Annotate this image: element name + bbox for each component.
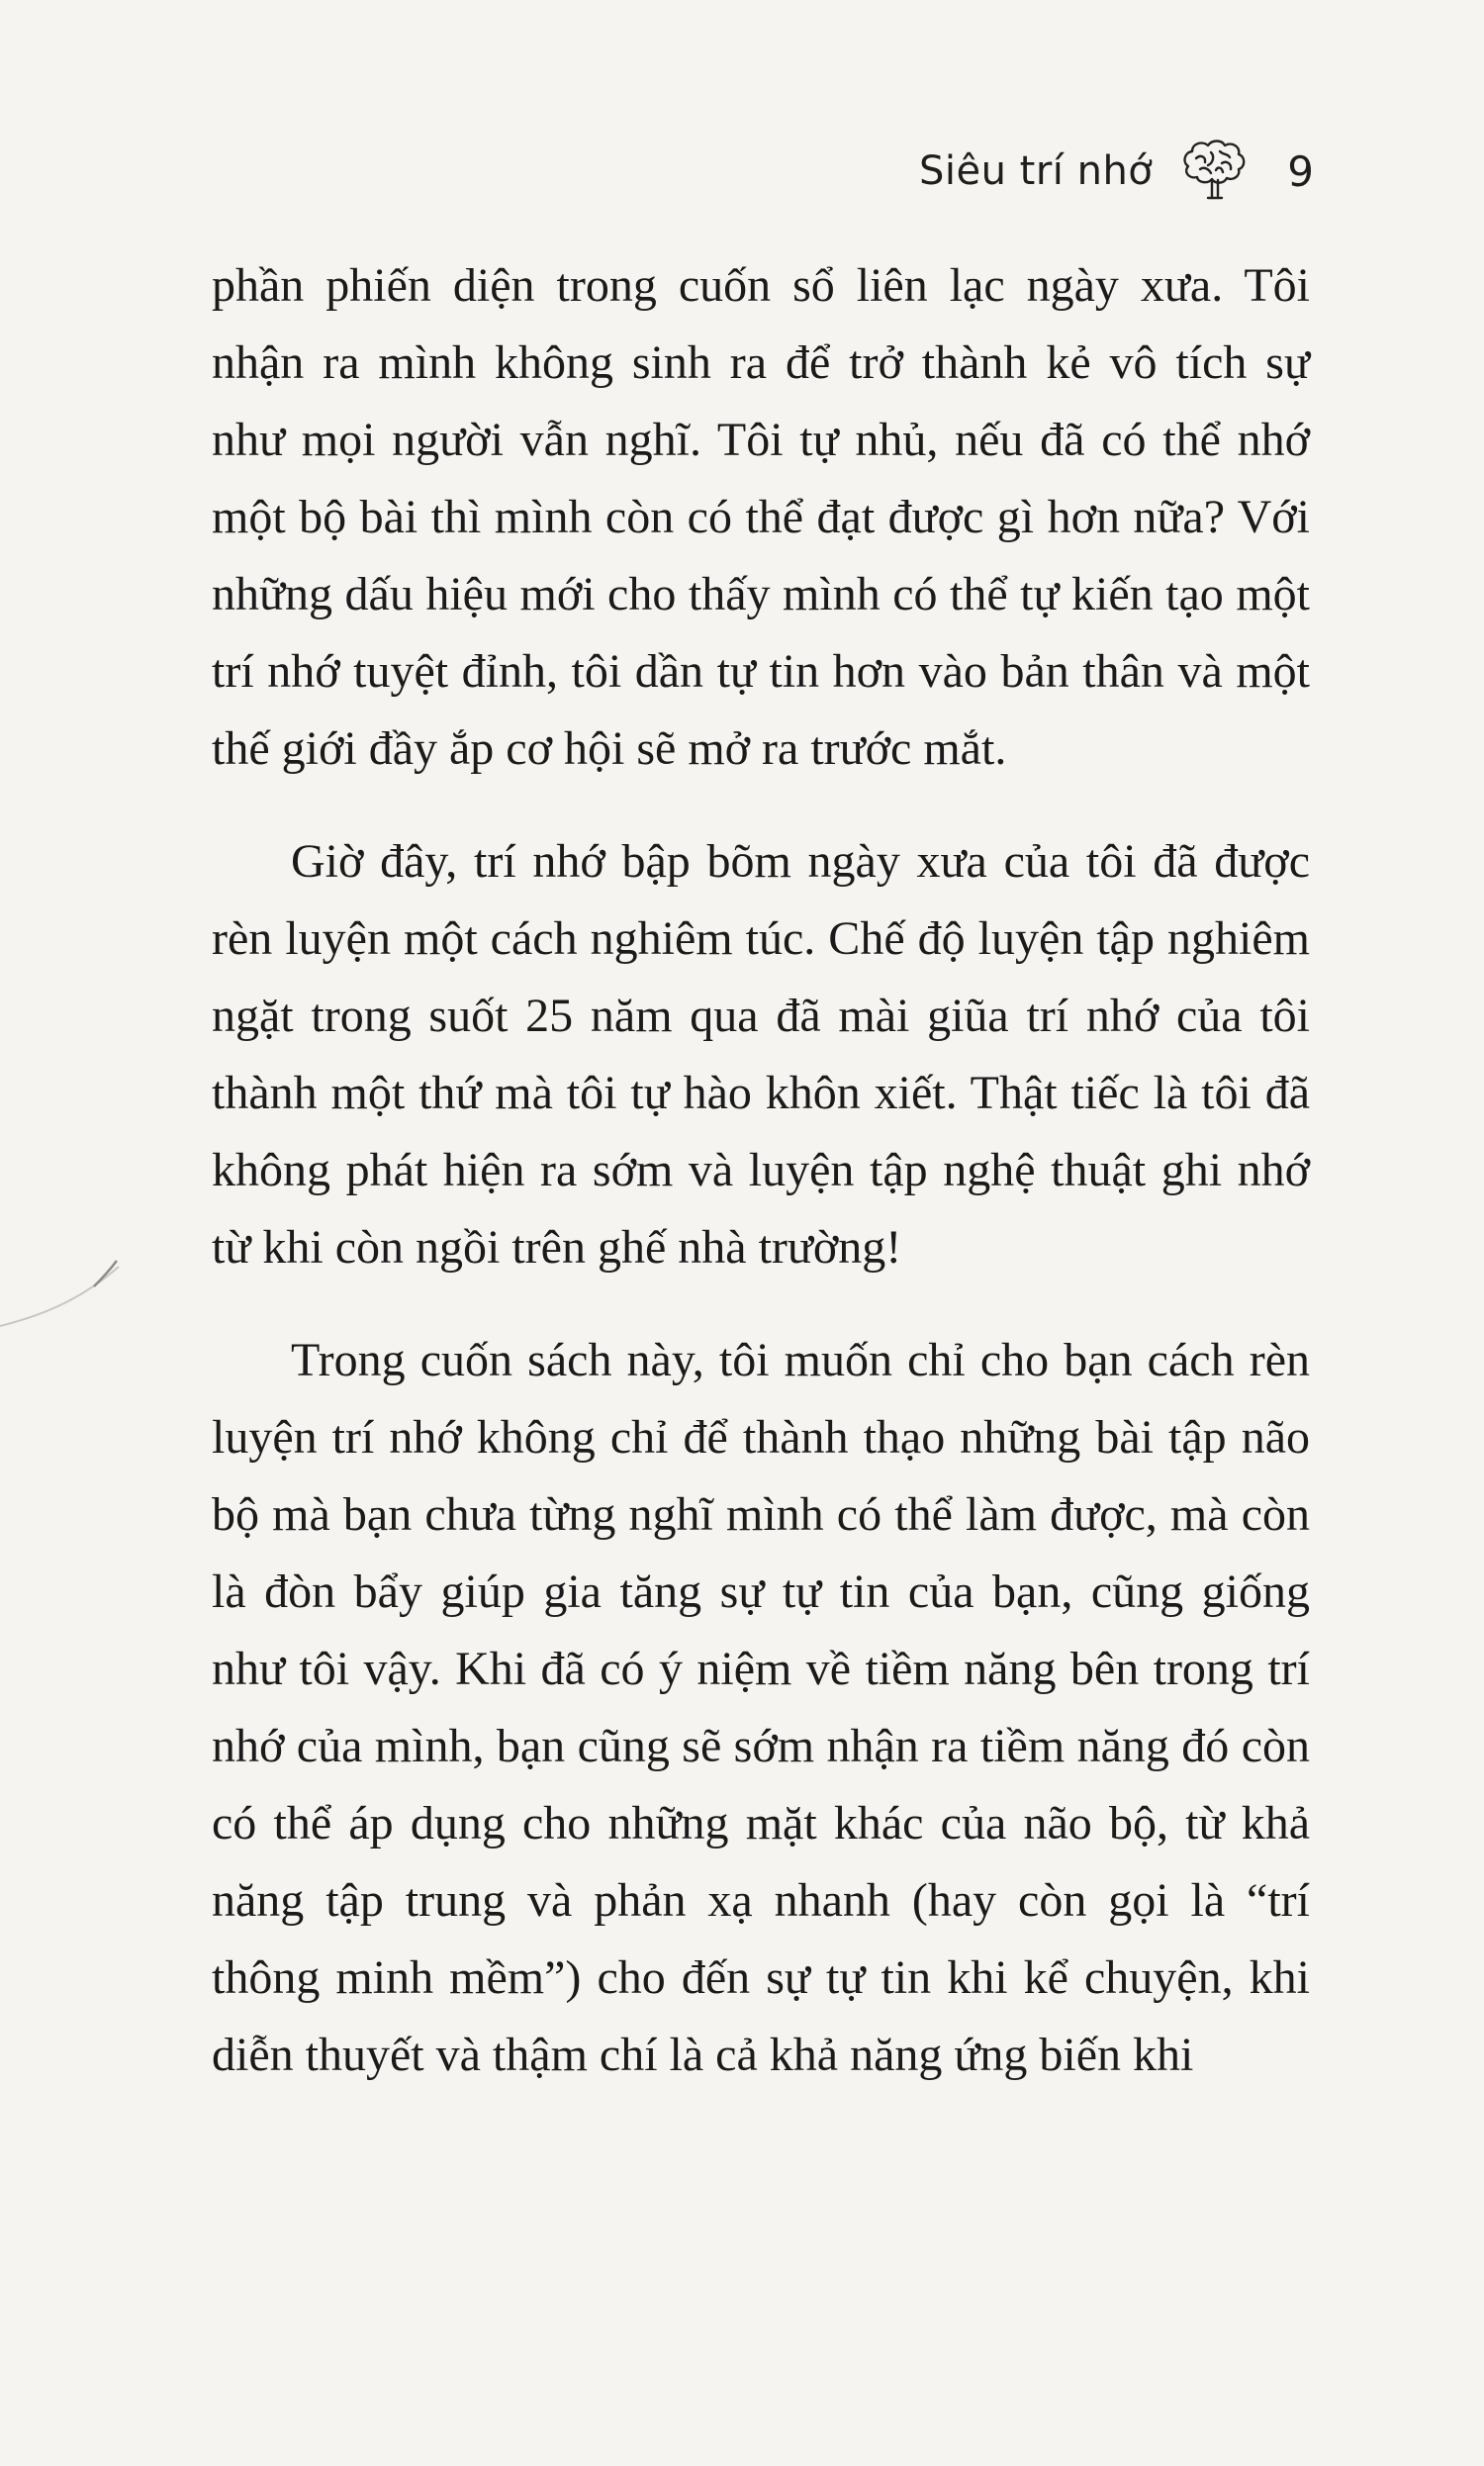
body-text — [212, 247, 1310, 2094]
running-title: Siêu trí nhớ — [918, 148, 1154, 194]
paragraph-3: Trong cuốn sách này, tôi muốn chỉ cho bạn cách rèn luyện trí nhớ không chỉ để thành thạo những bài tập não bộ mà bạn chưa từng nghĩ mình có thể làm được, mà còn là đòn bẩy giúp gia tăng sự tự tin của bạn, cũng giống như tôi vậy. Khi đã có ý niệm về tiềm năng bên trong trí nhớ của mình, bạn cũng sẽ sớm nhận ra tiềm năng đó còn có thể áp dụng cho những mặt khác của não bộ, từ khả năng tập trung và phản xạ nhanh (hay còn gọi là “trí thông minh mềm”) cho đến sự tự tin khi kể chuyện, khi diễn thuyết và thậm chí là cả khả năng ứng biến khi — [212, 1334, 1310, 2081]
paragraph-2: Giờ đây, trí nhớ bập bõm ngày xưa của tôi đã được rèn luyện một cách nghiêm túc. Chế độ luyện tập nghiêm ngặt trong suốt 25 năm qua đã mài giũa trí nhớ của tôi thành một thứ mà tôi tự hào khôn xiết. Thật tiếc là tôi đã không phát hiện ra sớm và luyện tập nghệ thuật ghi nhớ từ khi còn ngồi trên ghế nhà trường! — [212, 835, 1310, 1274]
paragraph-1: phần phiến diện trong cuốn sổ liên lạc ngày xưa. Tôi nhận ra mình không sinh ra để trở thành kẻ vô tích sự như mọi người vẫn nghĩ. Tôi tự nhủ, nếu đã có thể nhớ một bộ bài thì mình còn có thể đạt được gì hơn nữa? Với những dấu hiệu mới cho thấy mình có thể tự kiến tạo một trí nhớ tuyệt đỉnh, tôi dần tự tin hơn vào bản thân và một thế giới đầy ắp cơ hội sẽ mở ra trước mắt. — [212, 259, 1310, 775]
page-number: 9 — [1287, 146, 1314, 196]
running-header — [919, 137, 1314, 206]
scan-smudge — [0, 1247, 139, 1336]
brain-icon — [1178, 137, 1250, 206]
